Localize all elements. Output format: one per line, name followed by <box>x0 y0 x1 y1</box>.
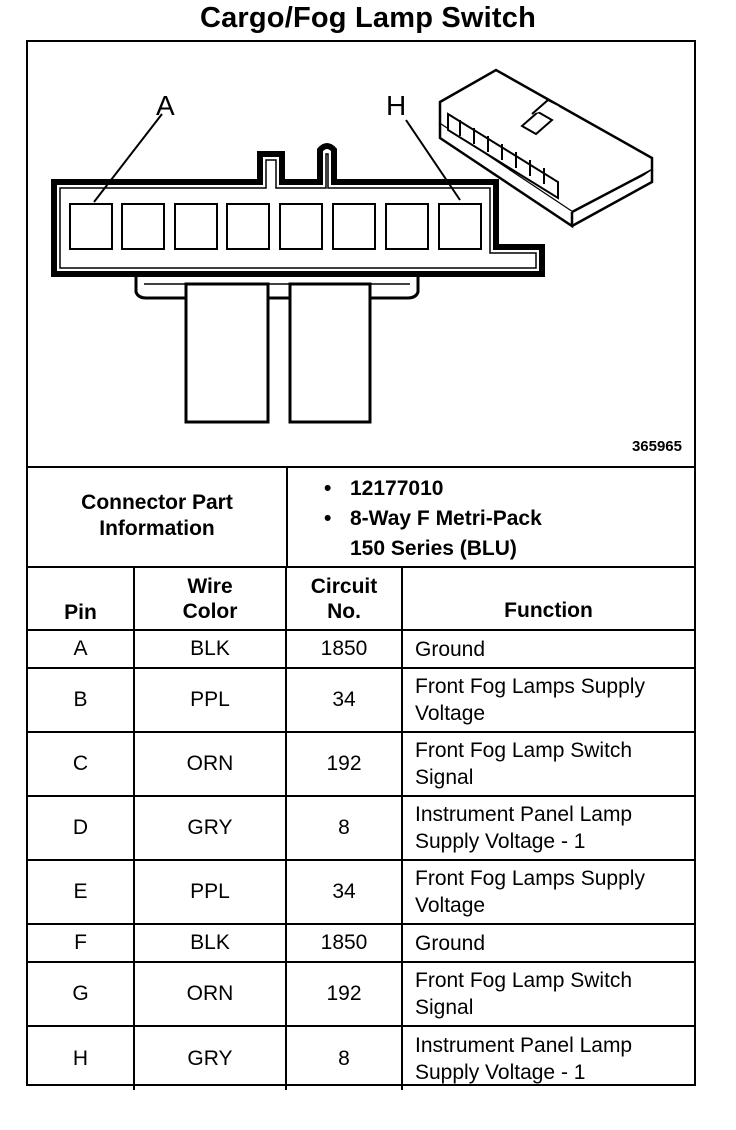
cell-circuit: 34 <box>286 668 402 732</box>
pinout-table <box>28 568 694 1090</box>
cell-pin: E <box>28 860 134 924</box>
cell-circuit: 1850 <box>286 630 402 668</box>
cell-pin: G <box>28 962 134 1026</box>
cell-function-line1: Front Fog Lamps Supply <box>415 675 645 698</box>
header-circuit-line1: Circuit <box>310 574 378 598</box>
figure-number: 365965 <box>631 438 682 455</box>
cell-function <box>402 630 694 668</box>
cell-function-line2: Voltage <box>415 702 486 725</box>
header-wire-color <box>134 568 286 630</box>
connector-body <box>54 146 542 274</box>
table-row <box>28 1026 694 1090</box>
pin-cavities <box>70 204 481 249</box>
cell-function-line1: Ground <box>415 931 486 955</box>
connector-info-label <box>28 466 288 566</box>
header-wire-color-line2: Color <box>182 599 238 623</box>
cell-wire-color: ORN <box>134 732 286 796</box>
part-number: • 12177010 <box>324 474 542 504</box>
page-title: Cargo/Fog Lamp Switch <box>199 2 537 34</box>
cell-function <box>402 1026 694 1090</box>
table-row <box>28 962 694 1026</box>
table-row <box>28 924 694 962</box>
connector-description-line1: • 8-Way F Metri-Pack <box>324 504 542 534</box>
cell-function <box>402 668 694 732</box>
connector-diagram <box>28 42 694 468</box>
pin-label-h: H <box>386 90 407 121</box>
table-row <box>28 732 694 796</box>
cell-function-line1: Instrument Panel Lamp <box>415 803 633 826</box>
cell-pin: A <box>28 630 134 668</box>
cell-function <box>402 860 694 924</box>
table-row <box>28 860 694 924</box>
connector-description-line2: 150 Series (BLU) <box>350 537 517 560</box>
cell-function-line2: Signal <box>415 996 474 1019</box>
cell-circuit: 192 <box>286 732 402 796</box>
cell-function-line1: Ground <box>415 637 486 661</box>
table-row <box>28 668 694 732</box>
cell-function <box>402 962 694 1026</box>
header-circuit-line2: No. <box>327 599 361 623</box>
header-pin: Pin <box>28 568 134 630</box>
header-circuit <box>286 568 402 630</box>
cell-function-line2: Voltage <box>415 894 486 917</box>
cell-wire-color: ORN <box>134 962 286 1026</box>
cell-wire-color: GRY <box>134 1026 286 1090</box>
cell-pin: B <box>28 668 134 732</box>
table-row <box>28 630 694 668</box>
cell-function <box>402 796 694 860</box>
header-function: Function <box>402 568 694 630</box>
connector-info-label-line1: Connector Part <box>81 491 233 514</box>
wire-left <box>186 284 268 422</box>
cell-wire-color: BLK <box>134 924 286 962</box>
cell-wire-color: BLK <box>134 630 286 668</box>
cell-function-line1: Instrument Panel Lamp <box>415 1033 633 1057</box>
table-row <box>28 796 694 860</box>
cell-pin: F <box>28 924 134 962</box>
cell-wire-color: PPL <box>134 860 286 924</box>
cell-circuit: 8 <box>286 796 402 860</box>
header-wire-color-line1: Wire <box>187 574 233 598</box>
cell-function-line2: Signal <box>415 766 474 789</box>
cell-circuit: 34 <box>286 860 402 924</box>
cell-function <box>402 732 694 796</box>
cell-circuit: 192 <box>286 962 402 1026</box>
connector-info-label-line2: Information <box>99 517 215 540</box>
cell-pin: C <box>28 732 134 796</box>
pin-label-a: A <box>156 90 175 121</box>
connector-card <box>26 40 696 1086</box>
connector-drawing <box>28 42 694 466</box>
cell-wire-color: PPL <box>134 668 286 732</box>
connector-info-values <box>324 474 542 564</box>
cell-function-line2: Supply Voltage - 1 <box>415 1060 586 1084</box>
cell-function <box>402 924 694 962</box>
cell-pin: D <box>28 796 134 860</box>
cell-function-line1: Front Fog Lamp Switch <box>415 969 633 992</box>
cell-circuit: 8 <box>286 1026 402 1090</box>
wire-right <box>290 284 370 422</box>
connector-thumbnail <box>440 70 652 226</box>
cell-wire-color: GRY <box>134 796 286 860</box>
cell-function-line1: Front Fog Lamps Supply <box>415 867 645 890</box>
table-header-row <box>28 568 694 630</box>
cell-circuit: 1850 <box>286 924 402 962</box>
connector-part-info <box>28 466 694 568</box>
cell-pin: H <box>28 1026 134 1090</box>
cell-function-line2: Supply Voltage - 1 <box>415 830 586 853</box>
cell-function-line1: Front Fog Lamp Switch <box>415 739 633 762</box>
